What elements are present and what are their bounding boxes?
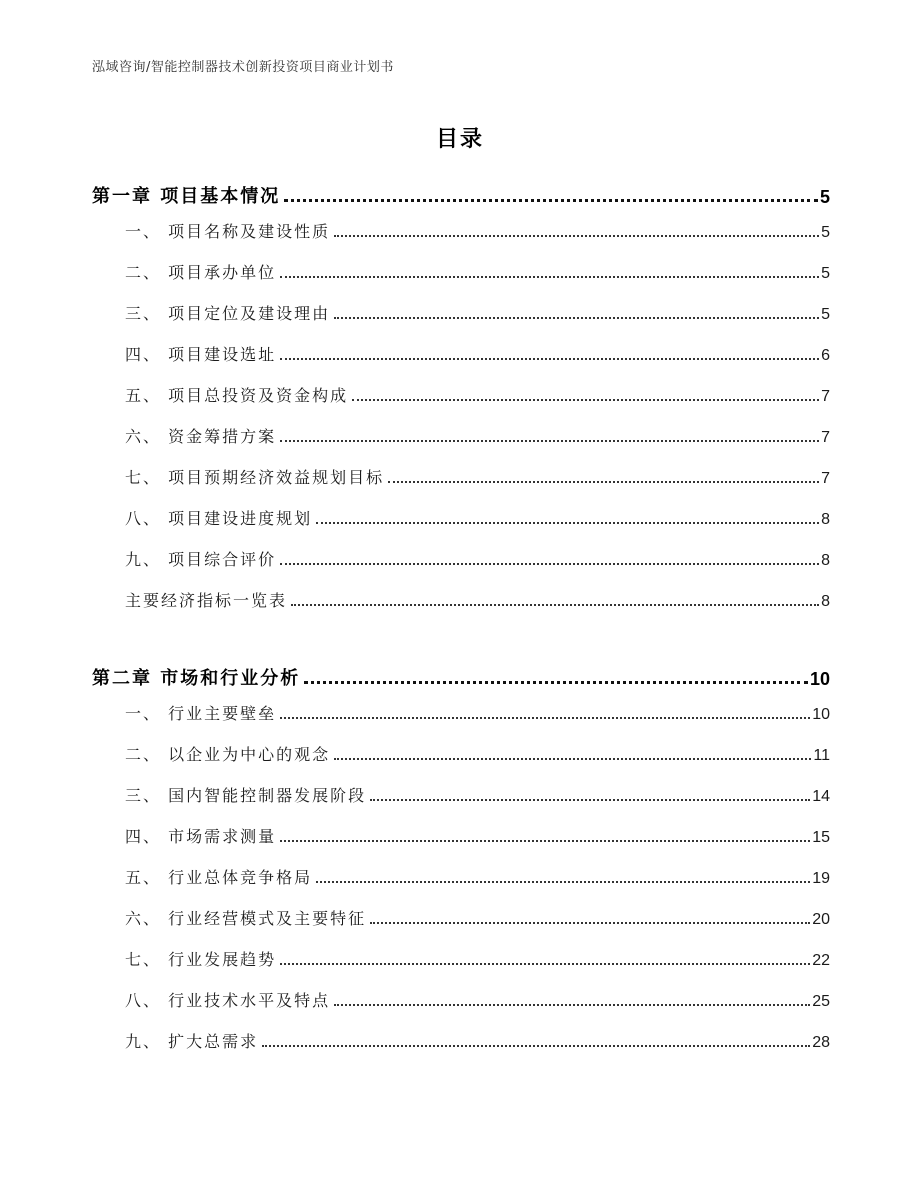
toc-section[interactable]: [125, 985, 830, 1011]
dot-leader: [280, 276, 819, 278]
dot-leader: [334, 758, 811, 760]
toc-section-label: 六、 行业经营模式及主要特征: [125, 909, 367, 928]
toc-page-number: 8: [821, 552, 830, 569]
toc-section[interactable]: [125, 698, 830, 724]
toc-page-number: 28: [812, 1034, 830, 1051]
toc-section[interactable]: [125, 780, 830, 806]
toc-page-number: 8: [821, 511, 830, 528]
toc-section-label: 二、 项目承办单位: [125, 263, 277, 282]
toc-section[interactable]: [125, 585, 830, 611]
toc-section[interactable]: [125, 821, 830, 847]
toc-section-label: 八、 项目建设进度规划: [125, 509, 313, 528]
toc-chapter-label: 第一章 项目基本情况: [92, 186, 281, 207]
toc-section-label: 九、 项目综合评价: [125, 550, 277, 569]
toc-chapter-1[interactable]: [92, 182, 830, 208]
dot-leader: [316, 522, 819, 524]
toc-section[interactable]: [125, 421, 830, 447]
toc-page-number: 7: [821, 470, 830, 487]
dot-leader: [284, 199, 818, 202]
toc-page-number: 5: [821, 306, 830, 323]
dot-leader: [334, 317, 819, 319]
toc-page-number: 5: [821, 224, 830, 241]
toc-section-label: 主要经济指标一览表: [125, 591, 288, 610]
dot-leader: [304, 681, 808, 684]
toc-section[interactable]: [125, 380, 830, 406]
toc-section[interactable]: [125, 339, 830, 365]
dot-leader: [280, 840, 810, 842]
toc-section-label: 四、 市场需求测量: [125, 827, 277, 846]
dot-leader: [370, 922, 810, 924]
toc-page-number: 11: [813, 747, 830, 764]
toc-section[interactable]: [125, 903, 830, 929]
toc-section[interactable]: [125, 216, 830, 242]
toc-section[interactable]: [125, 1026, 830, 1052]
dot-leader: [352, 399, 819, 401]
toc-chapter-label: 第二章 市场和行业分析: [92, 668, 301, 689]
toc-page-number: 7: [821, 388, 830, 405]
toc-page-number: 22: [812, 952, 830, 969]
toc-section-label: 四、 项目建设选址: [125, 345, 277, 364]
toc-section-label: 七、 项目预期经济效益规划目标: [125, 468, 385, 487]
toc-chapter-2[interactable]: [92, 664, 830, 690]
dot-leader: [370, 799, 810, 801]
toc-section[interactable]: [125, 544, 830, 570]
toc-section-label: 五、 行业总体竞争格局: [125, 868, 313, 887]
toc-section-label: 五、 项目总投资及资金构成: [125, 386, 349, 405]
toc-section[interactable]: [125, 944, 830, 970]
toc-page-number: 14: [812, 788, 830, 805]
dot-leader: [316, 881, 810, 883]
dot-leader: [334, 235, 819, 237]
toc-section-label: 七、 行业发展趋势: [125, 950, 277, 969]
dot-leader: [280, 358, 819, 360]
dot-leader: [334, 1004, 810, 1006]
toc-section[interactable]: [125, 257, 830, 283]
dot-leader: [280, 440, 819, 442]
toc-page-number: 20: [812, 911, 830, 928]
toc-page-number: 15: [812, 829, 830, 846]
toc-section-label: 二、 以企业为中心的观念: [125, 745, 331, 764]
toc-page-number: 8: [821, 593, 830, 610]
toc-page-number: 19: [812, 870, 830, 887]
toc-section-label: 三、 国内智能控制器发展阶段: [125, 786, 367, 805]
dot-leader: [280, 563, 819, 565]
toc-section-label: 一、 项目名称及建设性质: [125, 222, 331, 241]
toc-section-label: 八、 行业技术水平及特点: [125, 991, 331, 1010]
toc-page-number: 5: [819, 187, 830, 207]
dot-leader: [280, 717, 810, 719]
toc-section[interactable]: [125, 462, 830, 488]
toc-section-label: 一、 行业主要壁垒: [125, 704, 277, 723]
toc-section-label: 九、 扩大总需求: [125, 1032, 259, 1051]
dot-leader: [262, 1045, 810, 1047]
toc-section[interactable]: [125, 862, 830, 888]
toc-page-number: 6: [821, 347, 830, 364]
toc-section-label: 六、 资金筹措方案: [125, 427, 277, 446]
dot-leader: [280, 963, 810, 965]
dot-leader: [388, 481, 819, 483]
document-header: 泓域咨询/智能控制器技术创新投资项目商业计划书: [92, 60, 394, 75]
toc-section[interactable]: [125, 739, 830, 765]
toc-page-number: 10: [812, 706, 830, 723]
toc-page-number: 10: [809, 669, 830, 689]
toc-page-number: 7: [821, 429, 830, 446]
page-title: 目录: [435, 127, 484, 152]
toc-page-number: 5: [821, 265, 830, 282]
toc-section[interactable]: [125, 298, 830, 324]
toc-section-label: 三、 项目定位及建设理由: [125, 304, 331, 323]
toc-section[interactable]: [125, 503, 830, 529]
toc-page-number: 25: [812, 993, 830, 1010]
dot-leader: [291, 604, 819, 606]
